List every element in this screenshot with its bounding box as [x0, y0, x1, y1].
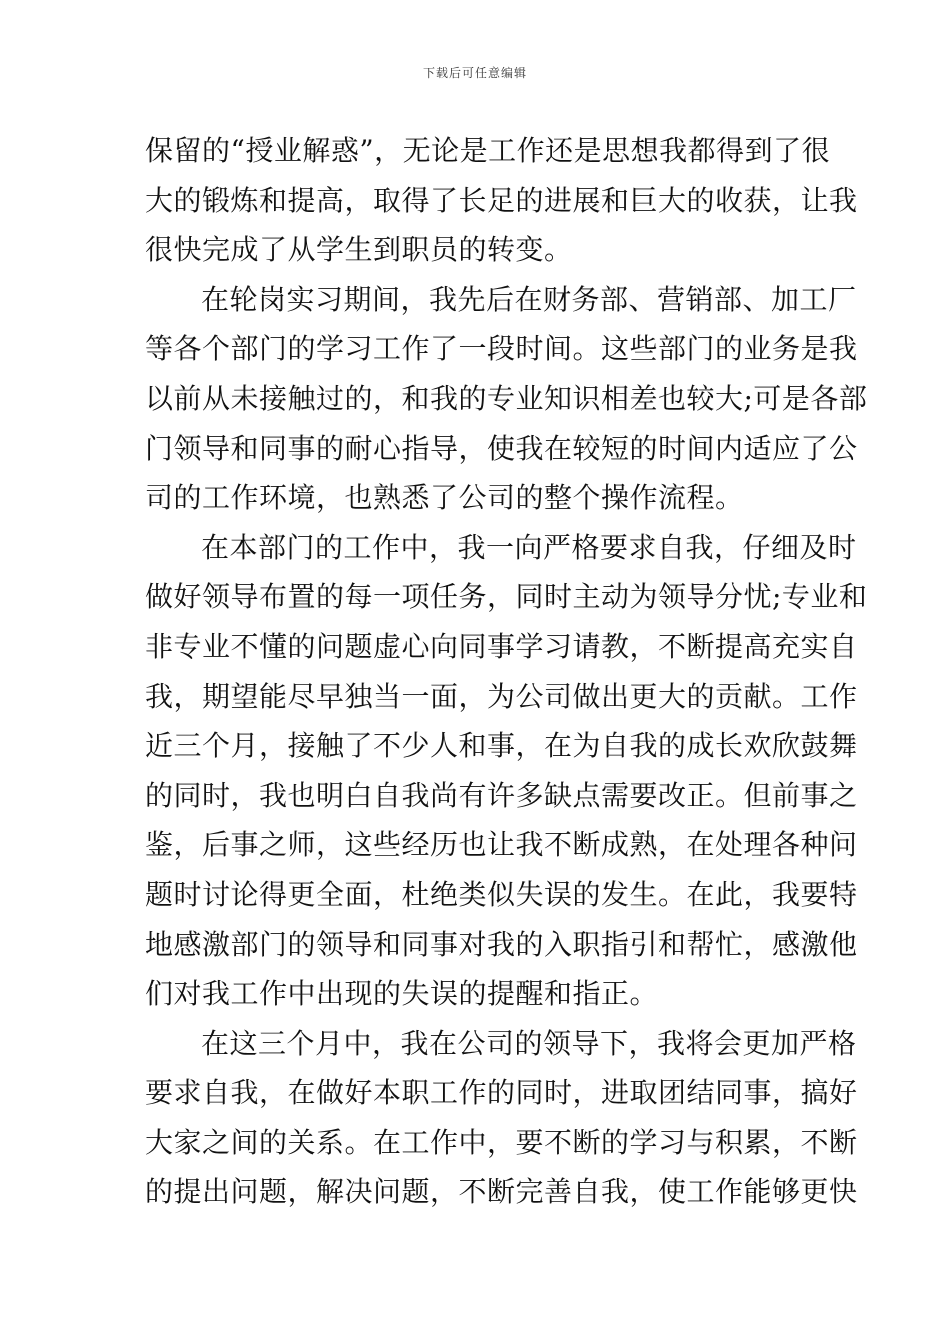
text-line: 门领导和同事的耐心指导，使我在较短的时间内适应了公 — [145, 431, 858, 465]
text-line: 很快完成了从学生到职员的转变。 — [145, 233, 573, 267]
text-line: 的同时，我也明白自我尚有许多缺点需要改正。但前事之 — [145, 778, 858, 812]
text-line: 地感激部门的领导和同事对我的入职指引和帮忙，感激他 — [145, 927, 858, 961]
text-line: 在轮岗实习期间，我先后在财务部、营销部、加工厂 — [201, 282, 857, 316]
text-line: 在这三个月中，我在公司的领导下，我将会更加严格 — [201, 1026, 857, 1060]
text-line: 我，期望能尽早独当一面，为公司做出更大的贡献。工作 — [145, 679, 858, 713]
document-body — [145, 126, 868, 1217]
text-line: 等各个部门的学习工作了一段时间。这些部门的业务是我 — [145, 332, 858, 366]
text-line: 要求自我，在做好本职工作的同时，进取团结同事，搞好 — [145, 1076, 858, 1110]
text-line: 们对我工作中出现的失误的提醒和指正。 — [145, 977, 659, 1011]
text-line: 鉴，后事之师，这些经历也让我不断成熟，在处理各种问 — [145, 828, 858, 862]
text-line: 近三个月，接触了不少人和事，在为自我的成长欢欣鼓舞 — [145, 729, 858, 763]
text-line: 以前从未接触过的，和我的专业知识相差也较大;可是各部 — [145, 381, 868, 415]
text-line: 非专业不懂的问题虚心向同事学习请教，不断提高充实自 — [145, 629, 858, 663]
text-line: 保留的“授业解惑”，无论是工作还是思想我都得到了很 — [145, 134, 831, 167]
text-line: 大家之间的关系。在工作中，要不断的学习与积累，不断 — [145, 1125, 858, 1159]
page-header-note: 下载后可任意编辑 — [422, 66, 527, 80]
text-line: 题时讨论得更全面，杜绝类似失误的发生。在此，我要特 — [145, 877, 858, 911]
text-line: 司的工作环境，也熟悉了公司的整个操作流程。 — [145, 481, 744, 515]
text-line: 做好领导布置的每一项任务，同时主动为领导分忧;专业和 — [145, 580, 868, 614]
text-line: 大的锻炼和提高，取得了长足的进展和巨大的收获，让我 — [145, 183, 858, 217]
text-line: 在本部门的工作中，我一向严格要求自我，仔细及时 — [201, 530, 857, 564]
text-line: 的提出问题，解决问题，不断完善自我，使工作能够更快 — [145, 1175, 858, 1209]
